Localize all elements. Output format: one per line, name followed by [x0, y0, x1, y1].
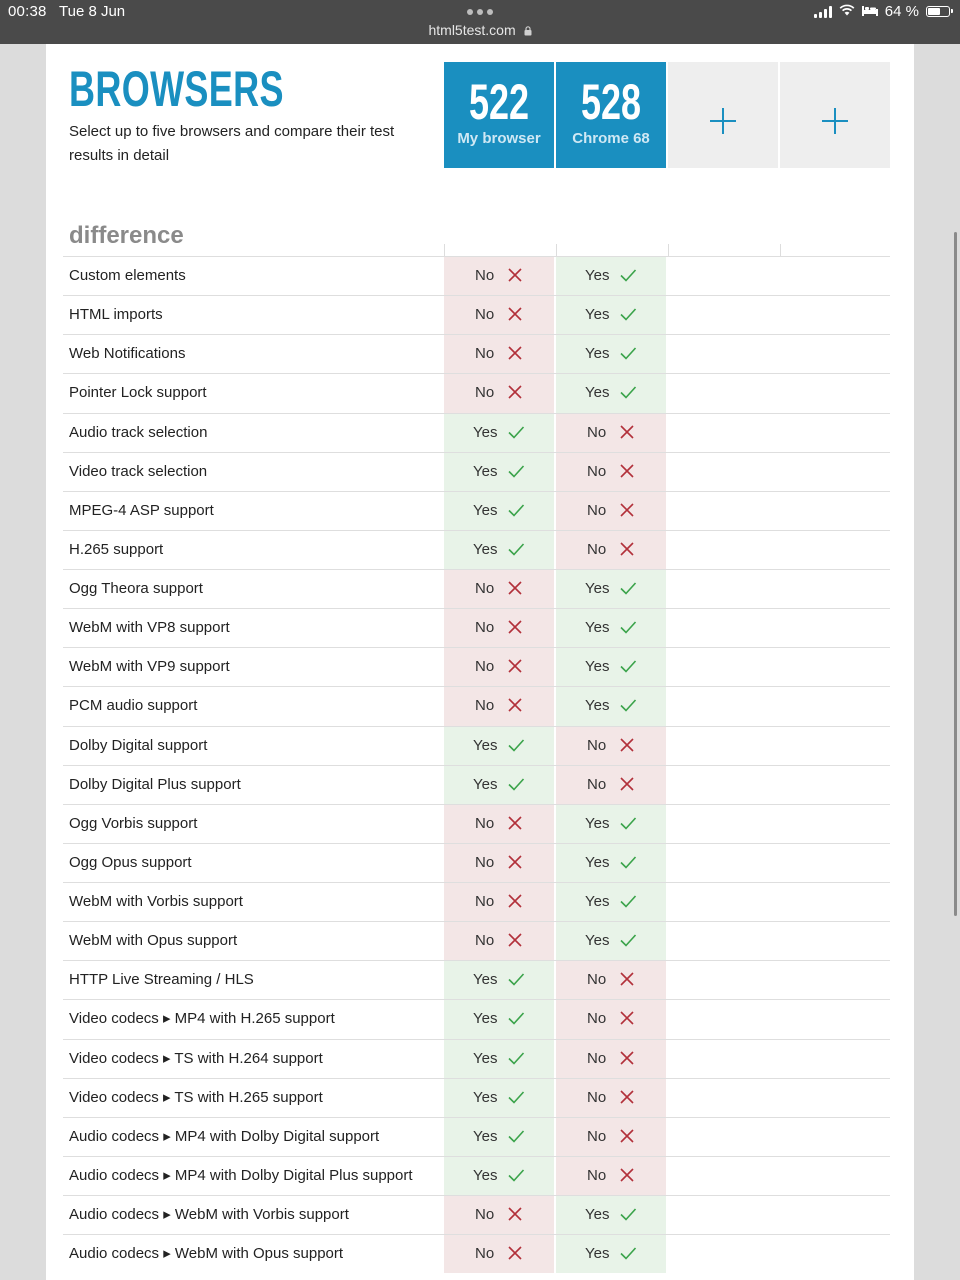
wifi-icon — [839, 3, 855, 20]
feature-label: Audio codecs ▸ MP4 with Dolby Digital Plus support — [69, 1166, 413, 1184]
check-icon — [619, 696, 637, 714]
feature-label: WebM with VP8 support — [69, 619, 230, 637]
result-cell — [556, 257, 666, 295]
empty-result-cell — [780, 805, 890, 843]
result-value: No — [475, 893, 495, 910]
result-cell — [556, 922, 666, 960]
column-divider — [780, 244, 781, 256]
table-row — [46, 765, 914, 804]
table-row — [46, 686, 914, 725]
result-value: No — [475, 345, 495, 363]
result-cell — [444, 609, 554, 647]
empty-result-cell — [668, 257, 778, 295]
result-cell — [556, 374, 666, 412]
check-icon — [507, 1166, 525, 1184]
result-value: Yes — [473, 1010, 498, 1028]
result-cell — [444, 1079, 554, 1117]
plus-icon — [710, 108, 736, 134]
empty-result-cell — [668, 335, 778, 373]
feature-label: MPEG-4 ASP support — [69, 501, 214, 519]
result-cell — [444, 727, 554, 765]
result-value: Yes — [585, 814, 610, 832]
result-value: Yes — [473, 1127, 498, 1145]
result-cell — [556, 296, 666, 334]
address-bar[interactable] — [0, 22, 960, 39]
table-row — [46, 726, 914, 765]
check-icon — [619, 266, 637, 284]
empty-result-cell — [780, 1079, 890, 1117]
result-value: Yes — [585, 306, 610, 324]
cross-icon — [618, 1049, 636, 1067]
cross-icon — [506, 1244, 524, 1262]
result-cell — [556, 1040, 666, 1078]
browser-name: My browser — [457, 130, 541, 147]
result-value: No — [475, 267, 495, 284]
table-row — [46, 530, 914, 569]
clock: 00:38 — [8, 3, 47, 20]
table-row — [46, 1039, 914, 1078]
result-cell — [444, 883, 554, 921]
result-value: No — [587, 1049, 607, 1067]
result-value: No — [475, 814, 495, 832]
feature-label: HTML imports — [69, 306, 163, 324]
result-value: Yes — [585, 853, 610, 871]
table-row — [46, 1195, 914, 1234]
empty-result-cell — [780, 1235, 890, 1273]
result-value: No — [587, 501, 607, 519]
check-icon — [507, 736, 525, 754]
cross-icon — [618, 970, 636, 988]
page-title: BROWSERS — [69, 61, 284, 117]
result-cell — [444, 766, 554, 804]
cross-icon — [506, 266, 524, 284]
empty-result-cell — [780, 296, 890, 334]
feature-label: Web Notifications — [69, 345, 186, 363]
add-browser-button[interactable] — [780, 62, 890, 168]
result-cell — [444, 335, 554, 373]
result-value: No — [587, 736, 607, 754]
result-value: Yes — [473, 775, 498, 793]
result-cell — [444, 961, 554, 999]
browser-score: 522 — [468, 74, 530, 130]
check-icon — [507, 540, 525, 558]
empty-result-cell — [668, 727, 778, 765]
result-cell — [444, 374, 554, 412]
result-cell — [444, 570, 554, 608]
result-value: No — [475, 580, 495, 597]
feature-label: Audio codecs ▸ WebM with Vorbis support — [69, 1206, 349, 1223]
result-cell — [556, 1000, 666, 1038]
result-cell — [444, 296, 554, 334]
result-value: No — [587, 1166, 607, 1184]
empty-result-cell — [668, 1235, 778, 1273]
empty-result-cell — [780, 1000, 890, 1038]
empty-result-cell — [668, 883, 778, 921]
feature-label: WebM with Opus support — [69, 932, 238, 950]
empty-result-cell — [668, 296, 778, 334]
lock-icon — [524, 23, 532, 39]
table-row — [46, 413, 914, 452]
feature-label: Custom elements — [69, 267, 186, 284]
result-cell — [556, 453, 666, 491]
result-cell — [444, 922, 554, 960]
cross-icon — [618, 736, 636, 754]
check-icon — [507, 423, 525, 441]
result-cell — [444, 1118, 554, 1156]
table-row — [46, 921, 914, 960]
result-cell — [556, 335, 666, 373]
table-row — [46, 1234, 914, 1273]
empty-result-cell — [668, 922, 778, 960]
check-icon — [507, 501, 525, 519]
result-cell — [444, 1157, 554, 1195]
empty-result-cell — [780, 844, 890, 882]
cross-icon — [506, 931, 524, 949]
empty-result-cell — [668, 1118, 778, 1156]
result-cell — [556, 1235, 666, 1273]
result-cell — [444, 1000, 554, 1038]
empty-result-cell — [780, 727, 890, 765]
result-cell — [556, 648, 666, 686]
result-cell — [444, 648, 554, 686]
empty-result-cell — [780, 648, 890, 686]
result-cell — [556, 844, 666, 882]
cross-icon — [618, 501, 636, 519]
result-cell — [556, 1157, 666, 1195]
column-divider — [668, 244, 669, 256]
result-cell — [556, 805, 666, 843]
check-icon — [619, 657, 637, 675]
cross-icon — [506, 1205, 524, 1223]
feature-label: HTTP Live Streaming / HLS — [69, 971, 254, 989]
result-cell — [444, 414, 554, 452]
empty-result-cell — [668, 570, 778, 608]
result-value: Yes — [473, 423, 498, 441]
table-row — [46, 334, 914, 373]
cross-icon — [618, 423, 636, 441]
feature-label: PCM audio support — [69, 697, 198, 715]
check-icon — [619, 931, 637, 949]
result-value: Yes — [473, 540, 498, 558]
browser-name: Chrome 68 — [572, 130, 650, 147]
empty-result-cell — [780, 1118, 890, 1156]
multitasking-dots-icon[interactable] — [467, 9, 493, 17]
column-divider — [444, 244, 445, 256]
check-icon — [619, 1205, 637, 1223]
empty-result-cell — [668, 453, 778, 491]
result-value: No — [587, 775, 607, 793]
result-value: Yes — [585, 1206, 610, 1223]
table-row — [46, 999, 914, 1038]
result-cell — [556, 492, 666, 530]
result-cell — [444, 687, 554, 725]
check-icon — [619, 579, 637, 597]
result-value: Yes — [473, 971, 498, 989]
result-cell — [556, 1079, 666, 1117]
cross-icon — [506, 383, 524, 401]
empty-result-cell — [780, 492, 890, 530]
scrollbar[interactable] — [954, 232, 957, 916]
cross-icon — [618, 775, 636, 793]
result-value: Yes — [585, 345, 610, 363]
check-icon — [507, 970, 525, 988]
result-cell — [556, 414, 666, 452]
empty-result-cell — [780, 766, 890, 804]
cross-icon — [506, 579, 524, 597]
feature-label: WebM with VP9 support — [69, 658, 230, 676]
page-subtitle: Select up to five browsers and compare their test results in detail — [69, 123, 395, 164]
result-value: No — [587, 540, 607, 558]
cross-icon — [618, 1166, 636, 1184]
result-value: No — [475, 658, 495, 676]
cross-icon — [618, 1009, 636, 1027]
table-row — [46, 882, 914, 921]
table-row — [46, 960, 914, 999]
result-value: No — [475, 697, 495, 715]
result-value: No — [475, 306, 495, 324]
result-value: Yes — [473, 462, 498, 480]
result-cell — [556, 961, 666, 999]
check-icon — [619, 383, 637, 401]
result-value: No — [475, 384, 495, 402]
result-value: Yes — [585, 697, 610, 715]
empty-result-cell — [668, 492, 778, 530]
empty-result-cell — [780, 531, 890, 569]
check-icon — [619, 618, 637, 636]
empty-result-cell — [668, 609, 778, 647]
result-cell — [556, 570, 666, 608]
empty-result-cell — [780, 570, 890, 608]
result-cell — [444, 1040, 554, 1078]
result-value: No — [475, 619, 495, 637]
cross-icon — [506, 892, 524, 910]
result-value: Yes — [473, 501, 498, 519]
result-value: Yes — [473, 1049, 498, 1067]
empty-result-cell — [780, 609, 890, 647]
result-value: No — [475, 932, 495, 950]
table-row — [46, 491, 914, 530]
check-icon — [507, 1088, 525, 1106]
result-value: Yes — [585, 619, 610, 637]
sleep-mode-bed-icon — [862, 3, 878, 20]
page — [46, 44, 914, 1280]
empty-result-cell — [780, 1157, 890, 1195]
feature-label: WebM with Vorbis support — [69, 893, 243, 910]
cellular-signal-icon — [814, 6, 832, 18]
table-row — [46, 1156, 914, 1195]
empty-result-cell — [780, 453, 890, 491]
empty-result-cell — [780, 1040, 890, 1078]
check-icon — [507, 1049, 525, 1067]
empty-result-cell — [668, 1196, 778, 1234]
table-row — [46, 804, 914, 843]
feature-label: Dolby Digital Plus support — [69, 775, 241, 793]
battery-percentage: 64 % — [884, 3, 919, 20]
browser-slot-my-browser[interactable] — [444, 62, 554, 168]
result-value: No — [587, 1010, 607, 1028]
cross-icon — [506, 657, 524, 675]
empty-result-cell — [780, 1196, 890, 1234]
empty-result-cell — [668, 844, 778, 882]
date: Tue 8 Jun — [59, 3, 126, 20]
table-row — [46, 608, 914, 647]
check-icon — [507, 775, 525, 793]
feature-label: Video codecs ▸ MP4 with H.265 support — [69, 1010, 335, 1028]
table-row — [46, 295, 914, 334]
result-value: Yes — [585, 267, 610, 284]
feature-label: Pointer Lock support — [69, 384, 207, 402]
result-cell — [556, 727, 666, 765]
cross-icon — [506, 696, 524, 714]
result-cell — [444, 453, 554, 491]
check-icon — [507, 1127, 525, 1145]
table-row — [46, 569, 914, 608]
result-value: No — [587, 1127, 607, 1145]
empty-result-cell — [668, 1000, 778, 1038]
result-cell — [444, 531, 554, 569]
empty-result-cell — [668, 531, 778, 569]
cross-icon — [618, 462, 636, 480]
check-icon — [619, 305, 637, 323]
cross-icon — [618, 1088, 636, 1106]
result-cell — [444, 1196, 554, 1234]
empty-result-cell — [780, 374, 890, 412]
section-heading: difference — [69, 222, 184, 249]
feature-label: Ogg Opus support — [69, 853, 192, 871]
plus-icon — [822, 108, 848, 134]
result-value: Yes — [473, 1088, 498, 1106]
result-cell — [556, 883, 666, 921]
result-cell — [444, 257, 554, 295]
empty-result-cell — [668, 1040, 778, 1078]
table-row — [46, 256, 914, 295]
empty-result-cell — [668, 805, 778, 843]
empty-result-cell — [780, 961, 890, 999]
result-value: No — [475, 853, 495, 871]
result-value: No — [475, 1206, 495, 1223]
result-cell — [444, 492, 554, 530]
check-icon — [619, 344, 637, 362]
empty-result-cell — [668, 687, 778, 725]
result-value: Yes — [585, 932, 610, 950]
battery-icon — [926, 6, 950, 17]
empty-result-cell — [668, 648, 778, 686]
result-value: Yes — [585, 658, 610, 676]
result-value: No — [587, 971, 607, 989]
table-row — [46, 1078, 914, 1117]
empty-result-cell — [668, 961, 778, 999]
check-icon — [619, 853, 637, 871]
feature-label: H.265 support — [69, 540, 164, 558]
empty-result-cell — [668, 1079, 778, 1117]
empty-result-cell — [668, 414, 778, 452]
check-icon — [619, 892, 637, 910]
result-value: No — [475, 1245, 495, 1263]
result-cell — [556, 609, 666, 647]
result-value: Yes — [473, 1166, 498, 1184]
feature-label: Video codecs ▸ TS with H.265 support — [69, 1088, 323, 1106]
result-cell — [556, 531, 666, 569]
result-value: Yes — [473, 736, 498, 754]
check-icon — [619, 814, 637, 832]
feature-label: Audio codecs ▸ MP4 with Dolby Digital support — [69, 1127, 380, 1145]
empty-result-cell — [668, 766, 778, 804]
empty-result-cell — [668, 1157, 778, 1195]
cross-icon — [506, 814, 524, 832]
cross-icon — [506, 344, 524, 362]
result-cell — [444, 1235, 554, 1273]
feature-label: Audio codecs ▸ WebM with Opus support — [69, 1245, 344, 1263]
comparison-table — [46, 256, 914, 1273]
result-cell — [556, 1118, 666, 1156]
result-cell — [556, 687, 666, 725]
feature-label: Dolby Digital support — [69, 736, 208, 754]
result-value: Yes — [585, 384, 610, 402]
result-value: No — [587, 1088, 607, 1106]
feature-label: Video codecs ▸ TS with H.264 support — [69, 1049, 323, 1067]
empty-result-cell — [780, 883, 890, 921]
check-icon — [507, 462, 525, 480]
add-browser-button[interactable] — [668, 62, 778, 168]
result-value: No — [587, 462, 607, 480]
empty-result-cell — [780, 922, 890, 960]
result-cell — [556, 766, 666, 804]
empty-result-cell — [668, 374, 778, 412]
browser-slot-chrome[interactable] — [556, 62, 666, 168]
browser-score: 528 — [580, 74, 642, 130]
cross-icon — [506, 305, 524, 323]
empty-result-cell — [780, 687, 890, 725]
check-icon — [507, 1009, 525, 1027]
url-text: html5test.com — [428, 22, 516, 38]
table-row — [46, 647, 914, 686]
column-divider — [556, 244, 557, 256]
feature-label: Ogg Theora support — [69, 580, 203, 597]
empty-result-cell — [780, 414, 890, 452]
cross-icon — [506, 618, 524, 636]
status-icons — [814, 3, 950, 20]
feature-label: Video track selection — [69, 462, 208, 480]
result-value: Yes — [585, 1245, 610, 1263]
cross-icon — [618, 1127, 636, 1145]
result-value: No — [587, 423, 607, 441]
result-value: Yes — [585, 580, 610, 597]
cross-icon — [618, 540, 636, 558]
status-bar — [0, 0, 960, 44]
empty-result-cell — [780, 257, 890, 295]
table-row — [46, 843, 914, 882]
cross-icon — [506, 853, 524, 871]
result-cell — [444, 844, 554, 882]
result-cell — [556, 1196, 666, 1234]
feature-label: Audio track selection — [69, 423, 208, 441]
check-icon — [619, 1244, 637, 1262]
feature-label: Ogg Vorbis support — [69, 814, 198, 832]
result-cell — [444, 805, 554, 843]
table-row — [46, 452, 914, 491]
result-value: Yes — [585, 893, 610, 910]
empty-result-cell — [780, 335, 890, 373]
table-row — [46, 1117, 914, 1156]
table-row — [46, 373, 914, 412]
